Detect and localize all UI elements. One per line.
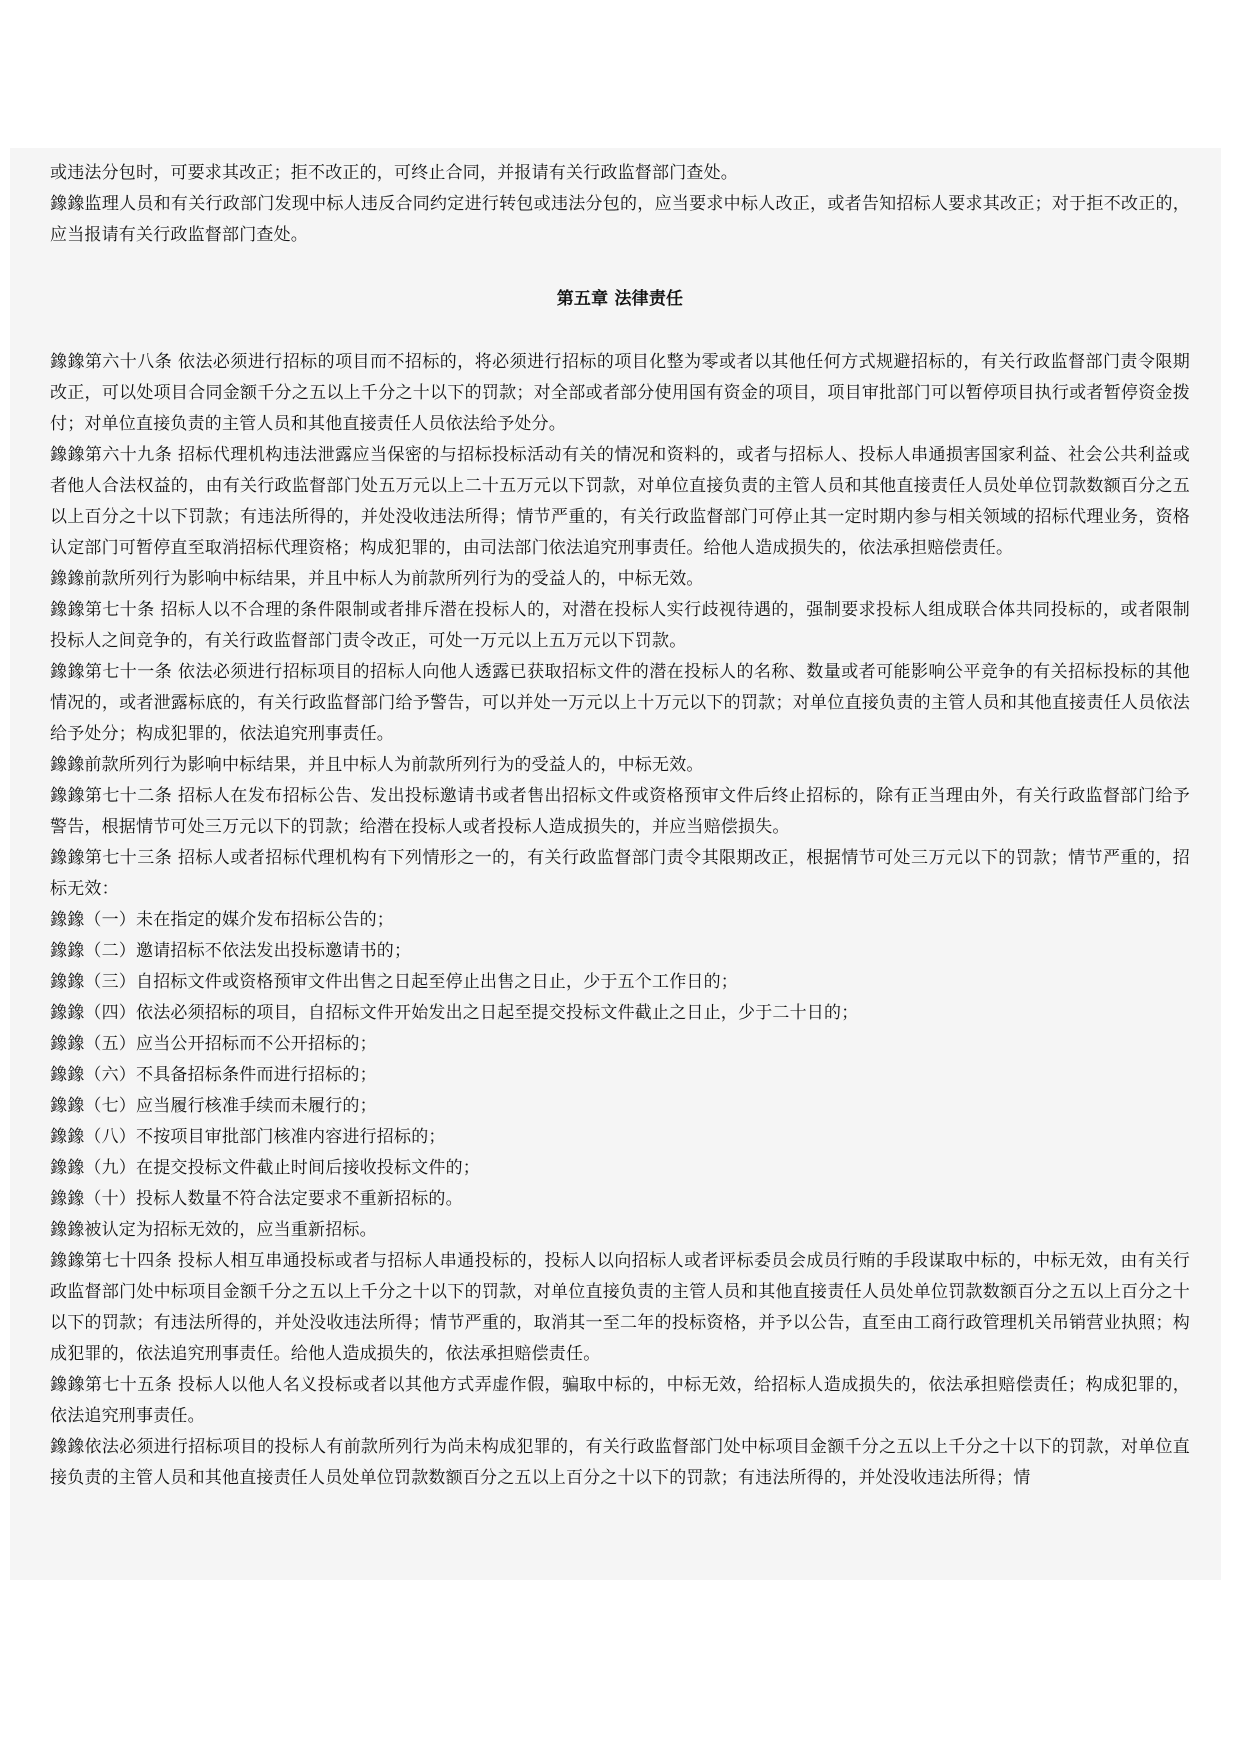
paragraph: 鐌鐌（七）应当履行核准手续而未履行的； <box>50 1096 377 1116</box>
paragraph: 鐌鐌（六）不具备招标条件而进行招标的； <box>50 1065 377 1085</box>
paragraph: 鐌鐌（九）在提交投标文件截止时间后接收投标文件的； <box>50 1158 480 1178</box>
paragraph: 鐌鐌（一）未在指定的媒介发布招标公告的； <box>50 910 394 930</box>
paragraph: 鐌鐌第七十五条 投标人以他人名义投标或者以其他方式弄虚作假，骗取中标的，中标无效，给招标人造成损失的，依法承担赔偿责任；构成犯罪的，依法追究刑事责任。 <box>50 1375 1190 1426</box>
paragraph: 鐌鐌（三）自招标文件或资格预审文件出售之日起至停止出售之日止，少于五个工作日的； <box>50 972 738 992</box>
paragraphs-before-chapter <box>50 158 1190 251</box>
document-body <box>50 158 1190 1494</box>
paragraph: 鐌鐌第七十一条 依法必须进行招标项目的招标人向他人透露已获取招标文件的潜在投标人的名称、数量或者可能影响公平竞争的有关招标投标的其他情况的，或者泄露标底的，有关行政监督部门给予警告，可以并处一万元以上十万元以下的罚款；对单位直接负责的主管人员和其他直接责任人员依法给予处分；构成犯罪的，依法追究刑事责任。 <box>50 662 1190 744</box>
paragraph: 鐌鐌第七十二条 招标人在发布招标公告、发出投标邀请书或者售出招标文件或资格预审文件后终止招标的，除有正当理由外，有关行政监督部门给予警告，根据情节可处三万元以下的罚款；给潜在投标人或者投标人造成损失的，并应当赔偿损失。 <box>50 786 1190 837</box>
paragraph: 鐌鐌第七十条 招标人以不合理的条件限制或者排斥潜在投标人的，对潜在投标人实行歧视待遇的，强制要求投标人组成联合体共同投标的，或者限制投标人之间竞争的，有关行政监督部门责令改正，可处一万元以上五万元以下罚款。 <box>50 600 1190 651</box>
chapter-heading: 第五章 法律责任 <box>556 289 684 309</box>
paragraph: 鐌鐌第六十九条 招标代理机构违法泄露应当保密的与招标投标活动有关的情况和资料的，或者与招标人、投标人串通损害国家利益、社会公共利益或者他人合法权益的，由有关行政监督部门处五万元以上二十五万元以下罚款，对单位直接负责的主管人员和其他直接责任人员处单位罚款数额百分之五以上百分之十以下罚款；有违法所得的，并处没收违法所得；情节严重的，有关行政监督部门可停止其一定时期内参与相关领域的招标代理业务，资格认定部门可暂停直至取消招标代理资格；构成犯罪的，由司法部门依法追究刑事责任。给他人造成损失的，依法承担赔偿责任。 <box>50 445 1190 558</box>
paragraph: 鐌鐌（四）依法必须招标的项目，自招标文件开始发出之日起至提交投标文件截止之日止，少于二十日的； <box>50 1003 859 1023</box>
paragraph: 鐌鐌（八）不按项目审批部门核准内容进行招标的； <box>50 1127 446 1147</box>
paragraphs-after-chapter <box>50 347 1190 1494</box>
paragraph: 鐌鐌监理人员和有关行政部门发现中标人违反合同约定进行转包或违法分包的，应当要求中标人改正，或者告知招标人要求其改正；对于拒不改正的，应当报请有关行政监督部门查处。 <box>50 194 1190 245</box>
paragraph: 鐌鐌（五）应当公开招标而不公开招标的； <box>50 1034 377 1054</box>
paragraph: 鐌鐌被认定为招标无效的，应当重新招标。 <box>50 1220 377 1240</box>
paragraph: 鐌鐌（二）邀请招标不依法发出投标邀请书的； <box>50 941 412 961</box>
paragraph: 鐌鐌第七十四条 投标人相互串通投标或者与招标人串通投标的，投标人以向招标人或者评标委员会成员行贿的手段谋取中标的，中标无效，由有关行政监督部门处中标项目金额千分之五以上千分之十以下的罚款，对单位直接负责的主管人员和其他直接责任人员处单位罚款数额百分之五以上百分之十以下的罚款；有违法所得的，并处没收违法所得；情节严重的，取消其一至二年的投标资格，并予以公告，直至由工商行政管理机关吊销营业执照；构成犯罪的，依法追究刑事责任。给他人造成损失的，依法承担赔偿责任。 <box>50 1251 1190 1364</box>
paragraph: 或违法分包时，可要求其改正；拒不改正的，可终止合同，并报请有关行政监督部门查处。 <box>50 163 738 183</box>
paragraph: 鐌鐌（十）投标人数量不符合法定要求不重新招标的。 <box>50 1189 463 1209</box>
paragraph: 鐌鐌依法必须进行招标项目的投标人有前款所列行为尚未构成犯罪的，有关行政监督部门处中标项目金额千分之五以上千分之十以下的罚款，对单位直接负责的主管人员和其他直接责任人员处单位罚款数额百分之五以上百分之十以下的罚款；有违法所得的，并处没收违法所得；情 <box>50 1437 1190 1488</box>
paragraph: 鐌鐌第六十八条 依法必须进行招标的项目而不招标的，将必须进行招标的项目化整为零或者以其他任何方式规避招标的，有关行政监督部门责令限期改正，可以处项目合同金额千分之五以上千分之十以下的罚款；对全部或者部分使用国有资金的项目，项目审批部门可以暂停项目执行或者暂停资金拨付；对单位直接负责的主管人员和其他直接责任人员依法给予处分。 <box>50 352 1190 434</box>
paragraph: 鐌鐌第七十三条 招标人或者招标代理机构有下列情形之一的，有关行政监督部门责令其限期改正，根据情节可处三万元以下的罚款；情节严重的，招标无效： <box>50 848 1190 899</box>
paragraph: 鐌鐌前款所列行为影响中标结果，并且中标人为前款所列行为的受益人的，中标无效。 <box>50 569 704 589</box>
paragraph: 鐌鐌前款所列行为影响中标结果，并且中标人为前款所列行为的受益人的，中标无效。 <box>50 755 704 775</box>
